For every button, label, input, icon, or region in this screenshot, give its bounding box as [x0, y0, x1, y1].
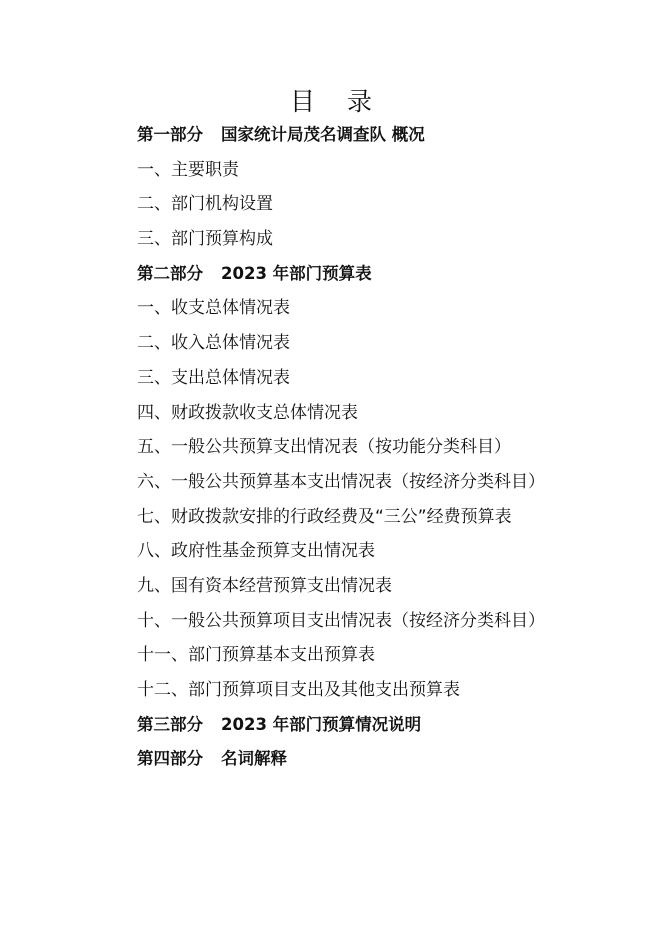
- toc-part-text: 名词解释: [221, 749, 287, 769]
- table-of-contents: [137, 118, 637, 777]
- toc-item[interactable]: 一、主要职责: [137, 159, 239, 180]
- toc-part-text: 2023 年部门预算情况说明: [221, 714, 422, 734]
- toc-item[interactable]: 三、部门预算构成: [137, 229, 273, 250]
- toc-item[interactable]: 二、收入总体情况表: [137, 333, 290, 354]
- toc-part-text: 2023 年部门预算表: [221, 263, 372, 283]
- toc-item[interactable]: 二、部门机构设置: [137, 194, 273, 215]
- toc-item[interactable]: 一、收支总体情况表: [137, 298, 290, 319]
- toc-item[interactable]: 五、一般公共预算支出情况表（按功能分类科目）: [137, 437, 511, 458]
- toc-part-label: 第一部分: [137, 125, 203, 144]
- page-title: 目 录: [290, 87, 384, 116]
- toc-part-3[interactable]: [137, 708, 637, 743]
- toc-item[interactable]: 十、一般公共预算项目支出情况表（按经济分类科目）: [137, 610, 545, 631]
- toc-part-4[interactable]: [137, 742, 637, 777]
- toc-part-label: 第四部分: [137, 749, 203, 769]
- toc-part-label: 第三部分: [137, 714, 203, 734]
- toc-item[interactable]: 三、支出总体情况表: [137, 367, 290, 388]
- toc-part-text: 国家统计局茂名调查队 概况: [221, 125, 425, 144]
- toc-item[interactable]: 四、财政拨款收支总体情况表: [137, 402, 358, 423]
- toc-item[interactable]: 六、一般公共预算基本支出情况表（按经济分类科目）: [137, 471, 545, 492]
- toc-item[interactable]: 十二、部门预算项目支出及其他支出预算表: [137, 680, 460, 700]
- toc-part-1[interactable]: [137, 118, 637, 153]
- toc-part-2[interactable]: [137, 257, 637, 292]
- toc-part-label: 第二部分: [137, 263, 203, 283]
- toc-item[interactable]: 七、财政拨款安排的行政经费及“三公”经费预算表: [137, 506, 512, 527]
- toc-item[interactable]: 九、国有资本经营预算支出情况表: [137, 575, 392, 596]
- toc-item[interactable]: 八、政府性基金预算支出情况表: [137, 541, 375, 562]
- toc-item[interactable]: 十一、部门预算基本支出预算表: [137, 645, 375, 666]
